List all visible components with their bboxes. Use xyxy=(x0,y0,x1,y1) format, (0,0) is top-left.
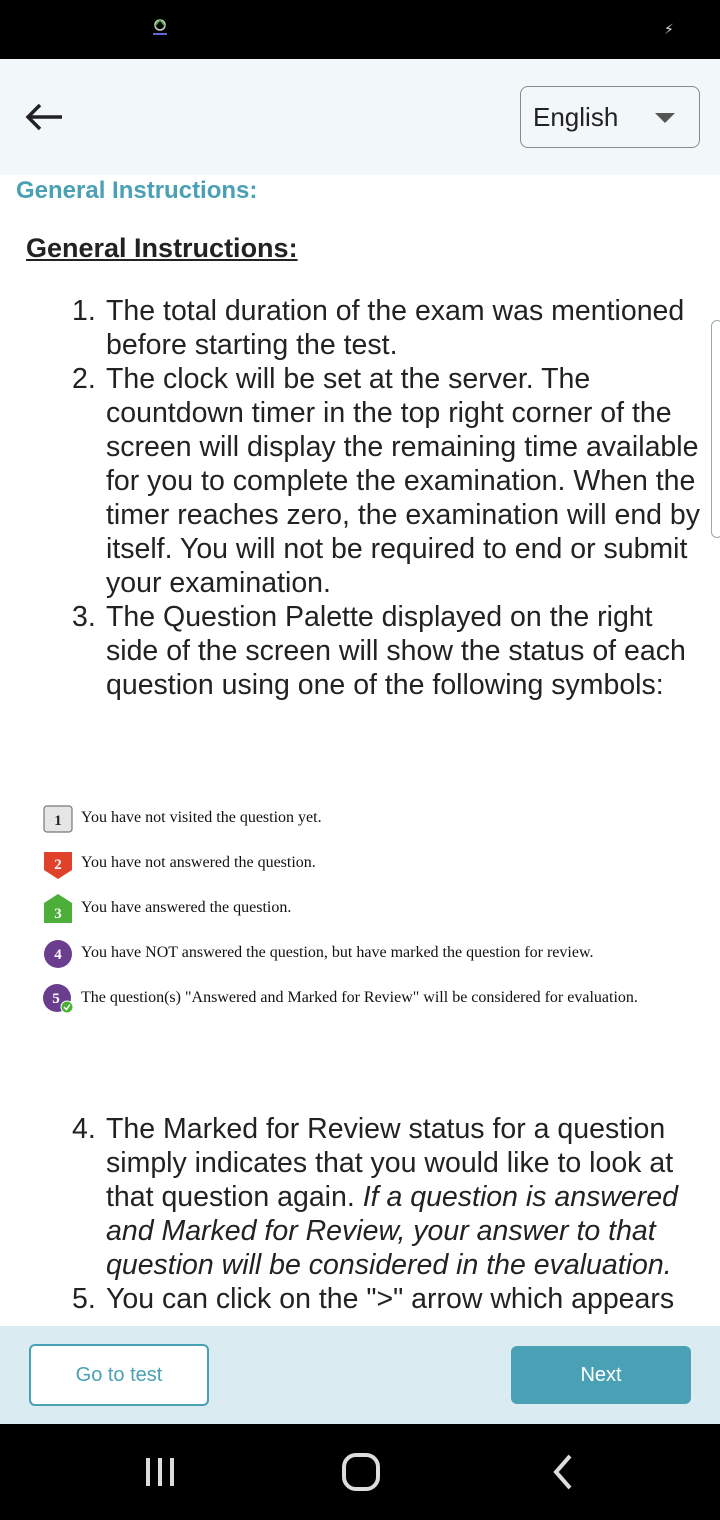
instruction-item: 4. The Marked for Review status for a question simply indicates that you would like to look at that question again. If a question is answered and Marked for Review, your answer to that question will be considered in the evaluation. xyxy=(72,1113,678,1281)
svg-text:4: 4 xyxy=(54,947,62,963)
app-notification-icon xyxy=(149,16,171,38)
svg-text:3: 3 xyxy=(54,906,62,922)
instruction-item: 3. The Question Palette displayed on the right side of the screen will show the status of each question using one of the following symbols: xyxy=(72,601,686,701)
answered-marked-for-review-icon xyxy=(42,983,74,1015)
scrollbar-handle[interactable] xyxy=(711,320,720,538)
dropdown-caret-icon xyxy=(655,113,675,123)
charging-icon: ⚡ xyxy=(664,22,674,38)
language-dropdown[interactable] xyxy=(520,86,700,148)
legend-row: 4 You have NOT answered the question, but have marked the question for review. xyxy=(42,938,702,970)
system-navigation-bar xyxy=(0,1424,720,1520)
back-arrow-icon[interactable] xyxy=(22,99,68,135)
status-bar xyxy=(0,0,720,59)
page-subtitle: General Instructions: xyxy=(16,177,258,204)
page-title: General Instructions: xyxy=(26,233,298,263)
go-to-test-button[interactable]: Go to test xyxy=(29,1344,209,1406)
instruction-item: 2. The clock will be set at the server. The countdown timer in the top right corner of the screen will display the remaining time available for you to complete the examination. When the timer reaches zero, the examination will end by itself. You will not be required to end or submit your examination. xyxy=(72,363,701,599)
svg-text:2: 2 xyxy=(54,857,62,873)
instructions-content xyxy=(0,175,720,1326)
answered-icon xyxy=(42,893,74,925)
instruction-item: 5. You can click on the ">" arrow which appears xyxy=(72,1283,675,1315)
system-back-icon[interactable] xyxy=(548,1452,578,1492)
legend-row: 2 You have not answered the question. xyxy=(42,848,702,880)
language-value: English xyxy=(533,102,619,132)
instruction-item: 1. The total duration of the exam was mentioned before starting the test. xyxy=(72,295,685,361)
top-app-bar xyxy=(0,59,720,175)
recent-apps-icon[interactable] xyxy=(140,1454,180,1490)
instruction-list-continued xyxy=(72,1112,702,1316)
not-answered-icon xyxy=(42,848,74,880)
instruction-list xyxy=(72,294,702,702)
marked-for-review-icon xyxy=(42,938,74,970)
legend-row: 1 You have not visited the question yet. xyxy=(42,803,702,835)
svg-text:1: 1 xyxy=(54,813,62,829)
legend-row: 5 The question(s) "Answered and Marked for Review" will be considered for evaluation. xyxy=(42,983,702,1015)
legend-row: 3 You have answered the question. xyxy=(42,893,702,925)
home-icon[interactable] xyxy=(340,1452,382,1492)
svg-text:5: 5 xyxy=(52,991,60,1007)
bottom-action-bar xyxy=(0,1326,720,1424)
not-visited-icon xyxy=(42,803,74,835)
next-button[interactable]: Next xyxy=(511,1346,691,1404)
